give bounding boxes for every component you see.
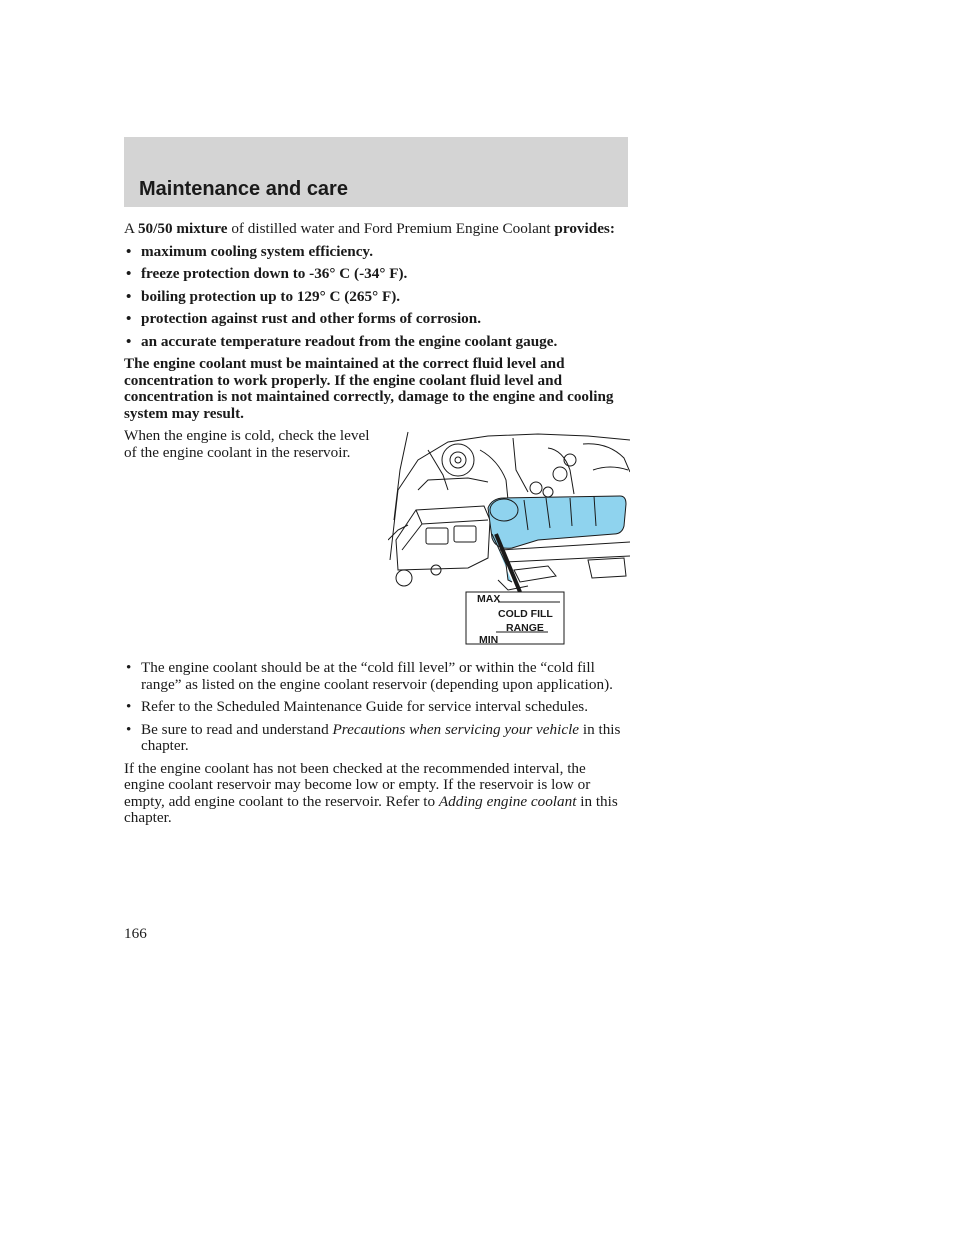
notes-list xyxy=(124,660,630,755)
section-title: Maintenance and care xyxy=(139,178,348,200)
list-item: • The engine coolant should be at the “cold fill level” or within the “cold fill range” as listed on the engine coolant reservoir (depending upon application). xyxy=(126,659,613,693)
closing-paragraph: If the engine coolant has not been checked at the recommended interval, the engine coolant reservoir may become low or empty. If the reservoir is low or empty, add engine coolant to the reservoir. Refer to Adding engine coolant in this chapter. xyxy=(124,759,618,826)
list-item: • freeze protection down to -36° C (-34° F). xyxy=(126,265,408,282)
range-label: RANGE xyxy=(506,622,544,634)
bullet-icon: • xyxy=(126,242,132,260)
list-item: • Refer to the Scheduled Maintenance Guide for service interval schedules. xyxy=(126,698,589,715)
list-item: • protection against rust and other forms of corrosion. xyxy=(126,310,482,327)
list-item: • an accurate temperature readout from the engine coolant gauge. xyxy=(126,332,558,350)
intro-paragraph xyxy=(124,221,630,238)
bullet-icon: • xyxy=(126,287,132,305)
list-item: • boiling protection up to 129° C (265° F). xyxy=(126,287,401,305)
min-label: MIN xyxy=(479,634,499,646)
coolant-reservoir-illustration xyxy=(388,430,630,652)
intro-bold-term: 50/50 mixture xyxy=(137,220,228,237)
adding-coolant-reference: Adding engine coolant xyxy=(438,792,577,810)
page-content xyxy=(124,221,630,833)
page-number: 166 xyxy=(124,925,147,942)
bullet-icon: • xyxy=(126,332,132,350)
intro-middle: of distilled water and Ford Premium Engine Coolant xyxy=(231,220,551,237)
bullet-icon: • xyxy=(126,310,132,327)
benefits-list xyxy=(124,244,630,351)
section-header xyxy=(124,137,628,207)
max-label: MAX xyxy=(477,593,501,605)
cold-fill-label: COLD FILL xyxy=(498,608,553,620)
list-item: • Be sure to read and understand Precautions when servicing your vehicle in this chapter. xyxy=(126,720,621,754)
check-text: When the engine is cold, check the level of the engine coolant in the reservoir. xyxy=(124,427,370,461)
intro-suffix: provides: xyxy=(554,220,615,237)
intro-prefix: A xyxy=(124,220,135,237)
warning-paragraph: The engine coolant must be maintained at the correct fluid level and concentration to work properly. If the engine coolant fluid level and concentration is not maintained correctly, damage to the engine and cooling system may result. xyxy=(124,355,614,422)
precautions-reference: Precautions when servicing your vehicle xyxy=(332,720,580,738)
bullet-icon: • xyxy=(126,265,132,282)
list-item: • maximum cooling system efficiency. xyxy=(126,242,373,260)
bullet-icon: • xyxy=(126,720,132,738)
bullet-icon: • xyxy=(126,698,132,715)
check-section xyxy=(124,428,630,656)
bullet-icon: • xyxy=(126,659,132,676)
